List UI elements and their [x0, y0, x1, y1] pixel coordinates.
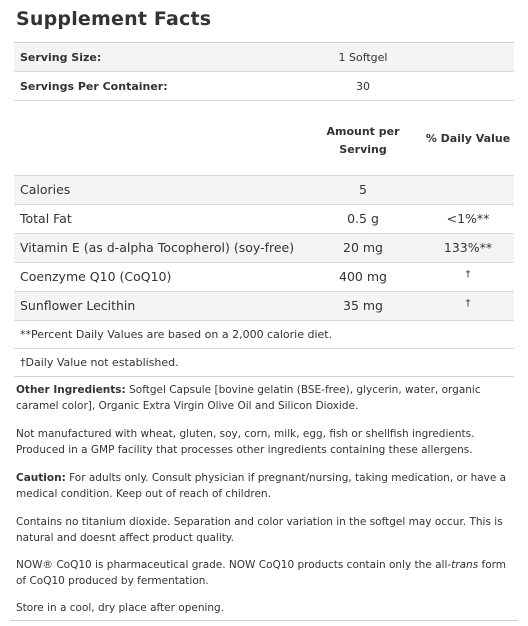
supplement-facts-title: Supplement Facts	[16, 8, 212, 30]
storage-paragraph: Store in a cool, dry place after opening.	[16, 602, 225, 614]
allergen-paragraph: Not manufactured with wheat, gluten, soy, corn, milk, egg, fish or shellfish ingredients. Produced in a GMP facility that processes other ingredients containing these allergens.	[16, 428, 475, 456]
nutrient-row	[14, 205, 514, 234]
amount-per-serving-header: Amount per Serving	[326, 125, 400, 156]
nutrient-name: Total Fat	[20, 211, 72, 226]
nutrient-daily-value: <1%**	[446, 211, 490, 226]
nutrient-name: Sunflower Lecithin	[20, 298, 136, 313]
table-header-row	[14, 101, 514, 176]
supplement-facts-table	[14, 42, 514, 377]
grade-text-italic: trans	[451, 559, 479, 571]
daily-value-header: % Daily Value	[425, 132, 511, 145]
footnote-percent: **Percent Daily Values are based on a 2,000 calorie diet.	[20, 328, 333, 341]
serving-size-value: 1 Softgel	[338, 51, 388, 64]
grade-text-part1: NOW® CoQ10 is pharmaceutical grade. NOW CoQ10 products contain only the all-	[16, 559, 452, 571]
nutrient-daily-value: †	[465, 298, 471, 309]
grade-paragraph	[16, 557, 512, 589]
grade-text-part2: form of CoQ10 produced by fermentation.	[16, 559, 506, 587]
nutrient-row	[14, 292, 514, 321]
servings-per-container-value: 30	[356, 80, 370, 93]
nutrient-name: Vitamin E (as d-alpha Tocopherol) (soy-free)	[20, 240, 295, 255]
other-ingredients-paragraph	[16, 382, 512, 414]
other-ingredients-label: Other Ingredients:	[16, 384, 126, 396]
nutrient-amount: 35 mg	[343, 298, 383, 313]
caution-label: Caution:	[16, 472, 66, 484]
nutrient-name: Coenzyme Q10 (CoQ10)	[20, 269, 172, 284]
caution-paragraph	[16, 470, 512, 502]
footnote-dagger: †Daily Value not established.	[20, 356, 179, 369]
serving-size-label: Serving Size:	[20, 51, 102, 64]
nutrient-amount: 0.5 g	[347, 211, 379, 226]
nutrient-row	[14, 176, 514, 205]
nutrient-name: Calories	[20, 182, 71, 197]
other-ingredients-text: Softgel Capsule [bovine gelatin (BSE-free), glycerin, water, organic caramel color], Organic Extra Virgin Olive Oil and Silicon Dioxide.	[16, 384, 481, 412]
nutrient-row	[14, 234, 514, 263]
nutrient-row	[14, 263, 514, 292]
nutrient-amount: 20 mg	[343, 240, 383, 255]
nutrient-amount: 5	[359, 182, 367, 197]
bottom-divider	[10, 620, 518, 621]
nutrient-daily-value: 133%**	[443, 240, 493, 255]
footnote-percent-row	[14, 321, 514, 349]
servings-per-container-label: Servings Per Container:	[20, 80, 168, 93]
nutrient-daily-value: †	[465, 269, 471, 280]
servings-per-container-row	[14, 72, 514, 101]
titanium-paragraph: Contains no titanium dioxide. Separation and color variation in the softgel may occur. This is natural and doesnt affect product quality.	[16, 516, 503, 544]
nutrient-amount: 400 mg	[339, 269, 387, 284]
footnote-dagger-row	[14, 349, 514, 377]
serving-size-row	[14, 43, 514, 72]
caution-text: For adults only. Consult physician if pregnant/nursing, taking medication, or have a medical condition. Keep out of reach of children.	[16, 472, 507, 500]
